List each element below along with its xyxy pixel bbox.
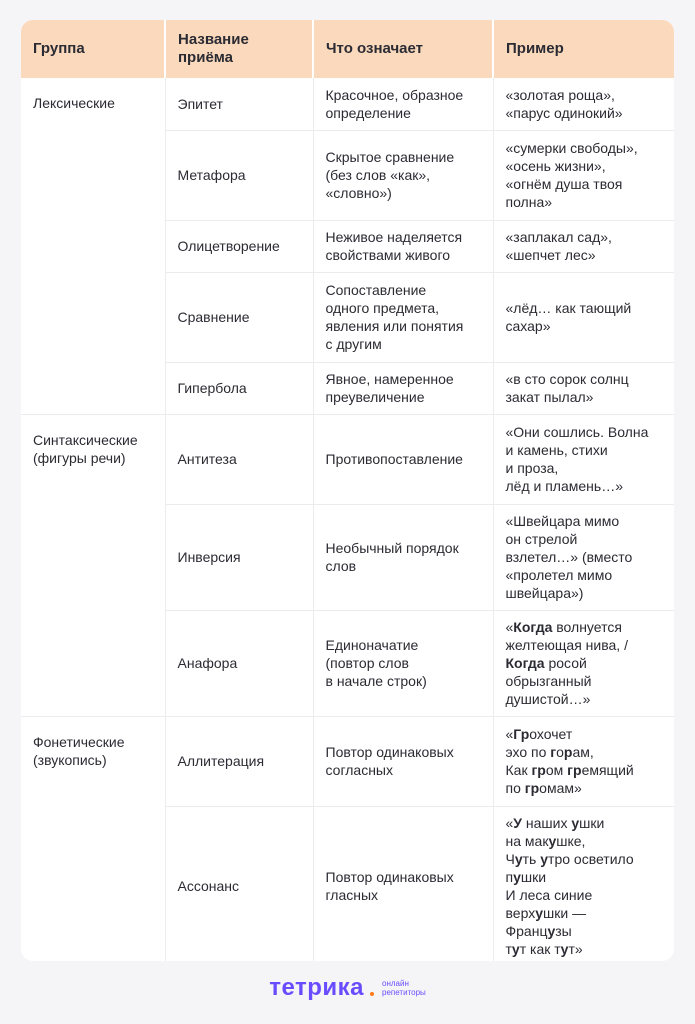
- example-cell: «в сто сорок солнц закат пылал»: [493, 362, 674, 414]
- literary-devices-table: [21, 20, 674, 961]
- logo-word: тетрика: [269, 974, 365, 1001]
- example-cell: «лёд… как тающий сахар»: [493, 272, 674, 362]
- group-cell: Синтаксические (фигуры речи): [21, 414, 165, 716]
- example-cell: «заплакал сад», «шепчет лес»: [493, 220, 674, 272]
- device-name-cell: Сравнение: [165, 272, 313, 362]
- tetrika-logo: [0, 973, 695, 1003]
- device-name-cell: Анафора: [165, 610, 313, 716]
- example-cell: «Когда волнуется желтеющая нива, / Когда росой обрызганный душистой…»: [493, 610, 674, 716]
- meaning-cell: Сопоставление одного предмета, явления или понятия с другим: [313, 272, 493, 362]
- device-name-cell: Олицетворение: [165, 220, 313, 272]
- device-name-cell: Гипербола: [165, 362, 313, 414]
- meaning-cell: Явное, намеренное преувеличение: [313, 362, 493, 414]
- header-meaning: Что означает: [313, 20, 493, 78]
- meaning-cell: Противопоставление: [313, 414, 493, 504]
- logo-subtitle-line-1: онлайн: [382, 979, 409, 988]
- table-body: [21, 78, 674, 961]
- header-example: Пример: [493, 20, 674, 78]
- example-cell: «золотая роща», «парус одинокий»: [493, 78, 674, 130]
- device-name-cell: Аллитерация: [165, 716, 313, 806]
- meaning-cell: Необычный порядок слов: [313, 504, 493, 610]
- example-cell: «Они сошлись. Волна и камень, стихи и проза, лёд и пламень…»: [493, 414, 674, 504]
- device-name-cell: Метафора: [165, 130, 313, 220]
- meaning-cell: Скрытое сравнение (без слов «как», «словно»): [313, 130, 493, 220]
- table-header-row: [21, 20, 674, 78]
- group-cell: Лексические: [21, 78, 165, 414]
- example-cell: «сумерки свободы», «осень жизни», «огнём душа твоя полна»: [493, 130, 674, 220]
- device-name-cell: Антитеза: [165, 414, 313, 504]
- table-row: [21, 78, 674, 130]
- example-cell: «У наших ушки на макушке, Чуть утро осветило пушки И леса синие верхушки — Французы тут как тут»: [505, 815, 634, 958]
- table-row: [21, 414, 674, 504]
- meaning-cell: Повтор одинаковых согласных: [313, 716, 493, 806]
- device-name-cell: Ассонанс: [165, 806, 313, 961]
- meaning-cell: Единоначатие (повтор слов в начале строк): [313, 610, 493, 716]
- meaning-cell: Повтор одинаковых гласных: [313, 806, 493, 961]
- header-device-name: Название приёма: [165, 20, 313, 78]
- device-name-cell: Эпитет: [165, 78, 313, 130]
- table-row: [21, 716, 674, 806]
- logo-dot-icon: [370, 992, 374, 996]
- devices-table-card: [21, 20, 674, 961]
- example-cell: «Швейцара мимо он стрелой взлетел…» (вместо «пролетел мимо швейцара»): [493, 504, 674, 610]
- logo-subtitle-line-2: репетиторы: [382, 988, 426, 997]
- header-group: Группа: [21, 20, 165, 78]
- meaning-cell: Неживое наделяется свойствами живого: [313, 220, 493, 272]
- logo-subtitle: [382, 979, 426, 997]
- meaning-cell: Красочное, образное определение: [313, 78, 493, 130]
- example-cell: «Грохочет эхо по горам, Как гром гремящий по громам»: [493, 716, 674, 806]
- device-name-cell: Инверсия: [165, 504, 313, 610]
- group-cell: Фонетические (звукопись): [21, 716, 165, 961]
